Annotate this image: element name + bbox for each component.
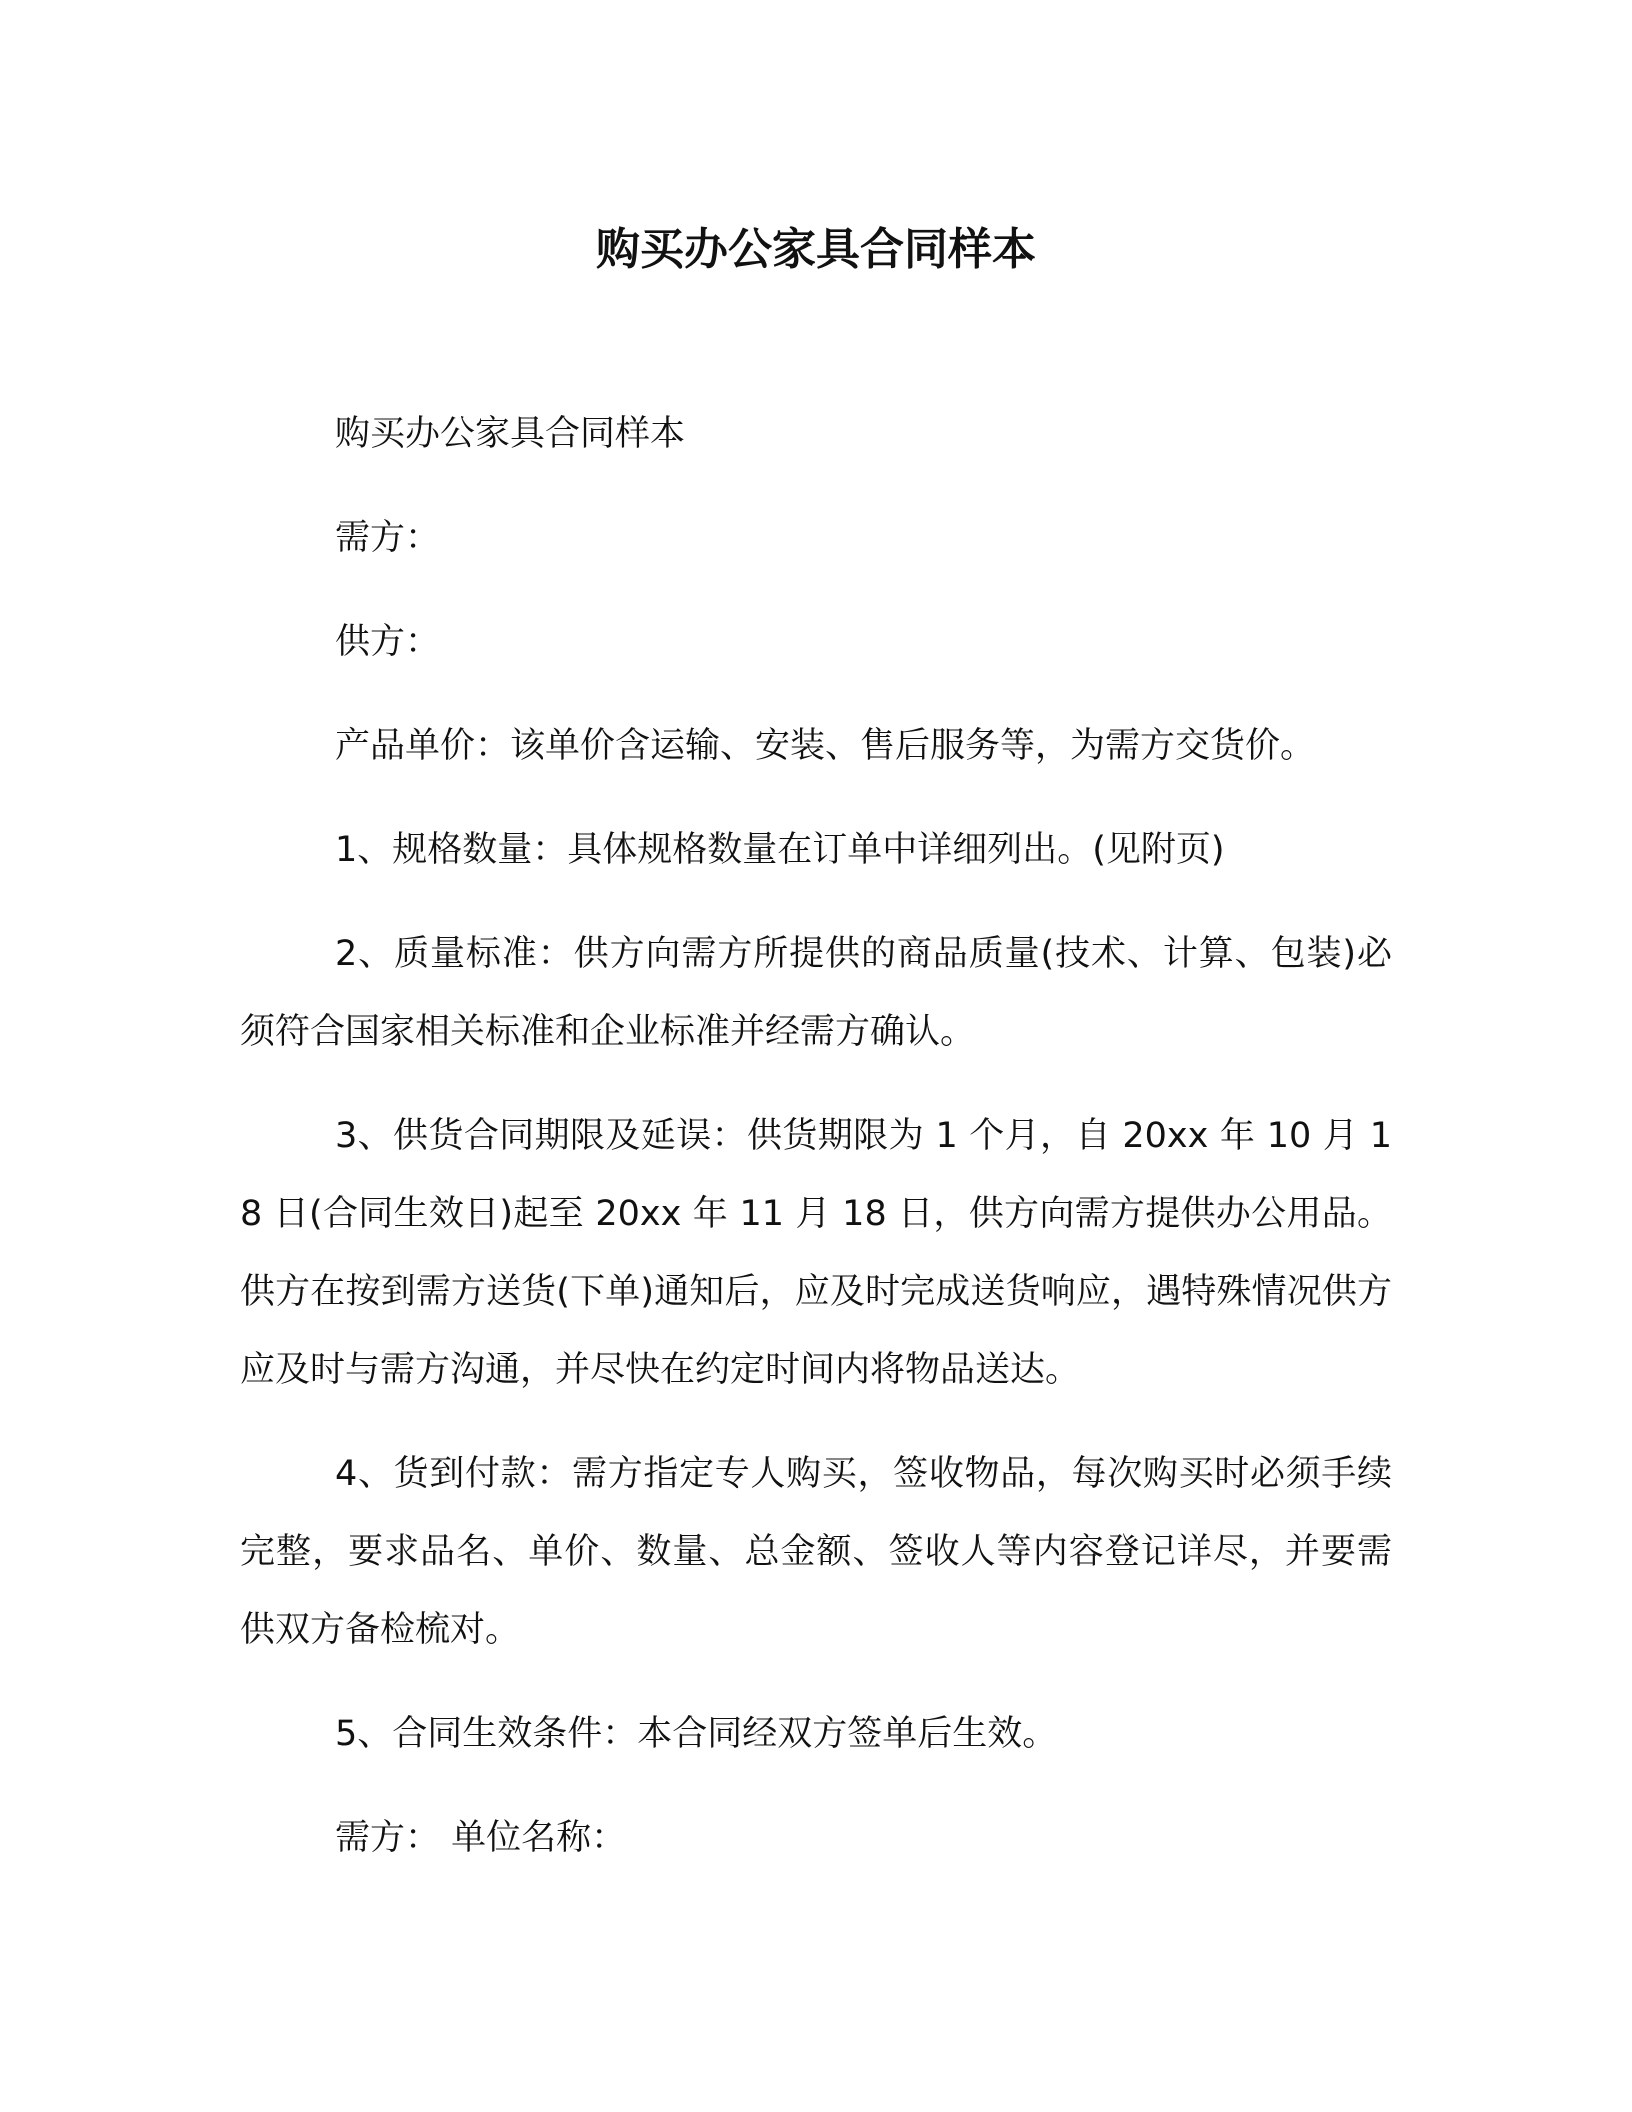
paragraph-heading: 购买办公家具合同样本 bbox=[335, 414, 686, 454]
paragraph-clause-2: 2、质量标准：供方向需方所提供的商品质量(技术、计算、包装)必须符合国家相关标准和企业标准并经需方确认。 bbox=[240, 934, 1392, 1052]
paragraph-clause-4: 4、货到付款：需方指定专人购买，签收物品，每次购买时必须手续完整，要求品名、单价、数量、总金额、签收人等内容登记详尽，并要需供双方备检梳对。 bbox=[240, 1454, 1392, 1650]
paragraph-buyer-unit-name: 需方： 单位名称： bbox=[335, 1818, 627, 1858]
paragraph-clause-5: 5、合同生效条件：本合同经双方签单后生效。 bbox=[335, 1714, 1058, 1754]
paragraph-unit-price: 产品单价：该单价含运输、安装、售后服务等，为需方交货价。 bbox=[335, 726, 1316, 766]
document-title: 购买办公家具合同样本 bbox=[596, 224, 1036, 275]
paragraph-clause-3: 3、供货合同期限及延误：供货期限为 1 个月，自 20xx 年 10 月 18 日(合同生效日)起至 20xx 年 11 月 18 日，供方向需方提供办公用品。供方在按到需方送货(下单)通知后，应及时完成送货响应，遇特殊情况供方应及时与需方沟通，并尽快在约定时间内将物品送达。 bbox=[240, 1116, 1392, 1390]
paragraph-buyer: 需方： bbox=[335, 518, 441, 558]
paragraph-clause-1: 1、规格数量：具体规格数量在订单中详细列出。(见附页) bbox=[335, 830, 1225, 870]
document-body bbox=[240, 395, 1392, 1877]
paragraph-supplier: 供方： bbox=[335, 622, 441, 662]
